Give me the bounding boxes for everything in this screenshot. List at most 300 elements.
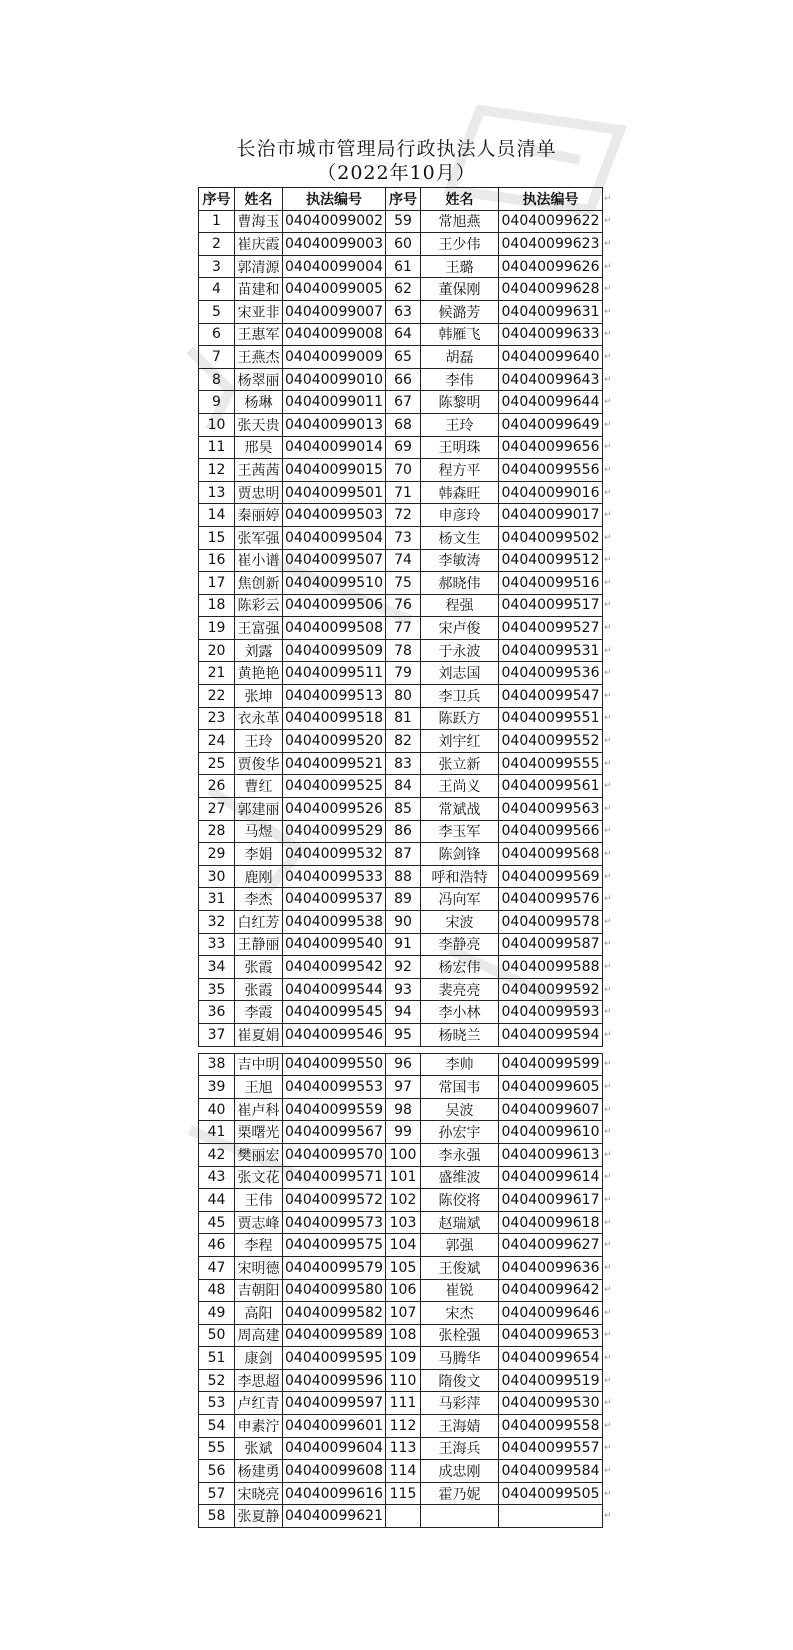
cell-id-left: 04040099521 (283, 752, 386, 775)
table-row (199, 1460, 603, 1483)
cell-id-left: 04040099005 (283, 278, 386, 301)
cell-name-right: 隋俊文 (421, 1369, 499, 1392)
cell-seq-left: 1 (199, 210, 235, 233)
table-row (199, 1023, 603, 1046)
cell-seq-right: 93 (386, 978, 421, 1001)
cell-id-right: 04040099547 (499, 685, 603, 708)
cell-name-right: 宋卢俊 (421, 617, 499, 640)
cell-id-right: 04040099530 (499, 1392, 603, 1415)
paragraph-mark: ↵ (604, 442, 612, 453)
cell-seq-left: 45 (199, 1211, 235, 1234)
cell-seq-right: 70 (386, 459, 421, 482)
cell-name-left: 宋明德 (235, 1256, 283, 1279)
paragraph-mark: ↵ (604, 1149, 612, 1160)
cell-id-right: 04040099578 (499, 911, 603, 934)
paragraph-mark: ↵ (604, 351, 612, 362)
cell-seq-right: 89 (386, 888, 421, 911)
cell-id-left: 04040099542 (283, 956, 386, 979)
paragraph-mark: ↵ (604, 510, 612, 521)
table-row (199, 1256, 603, 1279)
paragraph-mark: ↵ (604, 1172, 612, 1183)
paragraph-mark: ↵ (604, 1285, 612, 1296)
cell-name-left: 李霞 (235, 1001, 283, 1024)
cell-seq-left: 26 (199, 775, 235, 798)
cell-seq-right: 107 (386, 1302, 421, 1325)
header-seq-right: 序号 (386, 188, 421, 211)
cell-seq-left: 17 (199, 572, 235, 595)
cell-seq-right: 65 (386, 346, 421, 369)
cell-id-left: 04040099573 (283, 1211, 386, 1234)
cell-name-left: 鹿刚 (235, 865, 283, 888)
cell-seq-right: 63 (386, 300, 421, 323)
cell-name-right: 马腾华 (421, 1347, 499, 1370)
cell-id-left: 04040099526 (283, 798, 386, 821)
paragraph-mark: ↵ (604, 984, 612, 995)
cell-name-left: 张天贵 (235, 413, 283, 436)
cell-seq-left: 6 (199, 323, 235, 346)
table-gap (199, 1046, 603, 1053)
cell-id-left: 04040099570 (283, 1143, 386, 1166)
cell-id-left: 04040099513 (283, 685, 386, 708)
cell-seq-right: 115 (386, 1482, 421, 1505)
cell-name-left: 贾志峰 (235, 1211, 283, 1234)
cell-id-left: 04040099596 (283, 1369, 386, 1392)
table-row (199, 1369, 603, 1392)
cell-seq-left: 55 (199, 1437, 235, 1460)
cell-id-right: 04040099653 (499, 1324, 603, 1347)
cell-name-right: 程方平 (421, 459, 499, 482)
cell-id-left: 04040099580 (283, 1279, 386, 1302)
cell-name-right: 吴波 (421, 1098, 499, 1121)
paragraph-mark: ↵ (604, 374, 612, 385)
cell-id-left: 04040099532 (283, 843, 386, 866)
paragraph-mark: ↵ (604, 1511, 612, 1522)
cell-id-left: 04040099003 (283, 233, 386, 256)
cell-name-right: 常旭燕 (421, 210, 499, 233)
cell-name-left: 张文花 (235, 1166, 283, 1189)
cell-id-right: 04040099566 (499, 820, 603, 843)
cell-seq-right: 94 (386, 1001, 421, 1024)
cell-seq-left: 39 (199, 1076, 235, 1099)
cell-name-right: 冯向军 (421, 888, 499, 911)
cell-id-right: 04040099617 (499, 1189, 603, 1212)
cell-seq-right: 100 (386, 1143, 421, 1166)
cell-seq-left: 2 (199, 233, 235, 256)
paragraph-mark: ↵ (604, 555, 612, 566)
cell-seq-left: 16 (199, 549, 235, 572)
cell-id-right: 04040099536 (499, 662, 603, 685)
cell-seq-left: 46 (199, 1234, 235, 1257)
cell-id-right: 04040099563 (499, 798, 603, 821)
cell-seq-left: 27 (199, 798, 235, 821)
cell-id-right: 04040099552 (499, 730, 603, 753)
paragraph-mark: ↵ (604, 1307, 612, 1318)
cell-seq-right: 101 (386, 1166, 421, 1189)
cell-seq-right: 62 (386, 278, 421, 301)
cell-id-right: 04040099016 (499, 481, 603, 504)
cell-id-right: 04040099644 (499, 391, 603, 414)
paragraph-mark: ↵ (604, 600, 612, 611)
cell-seq-left: 41 (199, 1121, 235, 1144)
table-row (199, 639, 603, 662)
cell-name-left: 崔卢科 (235, 1098, 283, 1121)
cell-id-left: 04040099545 (283, 1001, 386, 1024)
header-name-left: 姓名 (235, 188, 283, 211)
cell-id-right: 04040099557 (499, 1437, 603, 1460)
paragraph-mark: ↵ (604, 419, 612, 430)
cell-id-right: 04040099519 (499, 1369, 603, 1392)
cell-seq-right: 92 (386, 956, 421, 979)
cell-name-right: 赵瑞斌 (421, 1211, 499, 1234)
table-row (199, 504, 603, 527)
cell-id-left: 04040099008 (283, 323, 386, 346)
cell-seq-left: 42 (199, 1143, 235, 1166)
cell-name-left: 杨建勇 (235, 1460, 283, 1483)
paragraph-mark: ↵ (604, 306, 612, 317)
table-row (199, 323, 603, 346)
table-row (199, 255, 603, 278)
cell-seq-left: 51 (199, 1347, 235, 1370)
cell-name-right: 刘宇红 (421, 730, 499, 753)
cell-seq-right: 98 (386, 1098, 421, 1121)
cell-name-left: 杨琳 (235, 391, 283, 414)
cell-name-right: 于永波 (421, 639, 499, 662)
cell-name-right: 盛维波 (421, 1166, 499, 1189)
cell-seq-left: 7 (199, 346, 235, 369)
paragraph-mark: ↵ (604, 939, 612, 950)
cell-name-right (421, 1505, 499, 1528)
paragraph-mark: ↵ (604, 532, 612, 543)
cell-name-right: 霍乃妮 (421, 1482, 499, 1505)
cell-seq-right: 66 (386, 368, 421, 391)
cell-name-left: 郭清源 (235, 255, 283, 278)
cell-name-left: 秦丽婷 (235, 504, 283, 527)
table-row (199, 1234, 603, 1257)
cell-id-right: 04040099599 (499, 1053, 603, 1076)
cell-name-left: 王茜茜 (235, 459, 283, 482)
cell-seq-left: 14 (199, 504, 235, 527)
cell-name-right: 张栓强 (421, 1324, 499, 1347)
cell-id-right: 04040099587 (499, 933, 603, 956)
cell-seq-right: 87 (386, 843, 421, 866)
document-title: 长治市城市管理局行政执法人员清单 (236, 138, 557, 160)
cell-seq-left: 11 (199, 436, 235, 459)
cell-seq-right: 84 (386, 775, 421, 798)
cell-name-left: 王燕杰 (235, 346, 283, 369)
page-break-gap (199, 1046, 603, 1053)
cell-id-left: 04040099520 (283, 730, 386, 753)
cell-seq-left: 28 (199, 820, 235, 843)
cell-name-left: 刘露 (235, 639, 283, 662)
cell-name-right: 杨晓兰 (421, 1023, 499, 1046)
cell-name-right: 王俊斌 (421, 1256, 499, 1279)
cell-name-right: 李帅 (421, 1053, 499, 1076)
cell-name-right: 陈佼将 (421, 1189, 499, 1212)
cell-seq-left: 18 (199, 594, 235, 617)
table-row (199, 1324, 603, 1347)
cell-seq-right: 105 (386, 1256, 421, 1279)
cell-seq-left: 53 (199, 1392, 235, 1415)
paragraph-mark: ↵ (604, 238, 612, 249)
cell-id-left: 04040099546 (283, 1023, 386, 1046)
cell-seq-left: 29 (199, 843, 235, 866)
cell-name-left: 吉朝阳 (235, 1279, 283, 1302)
paragraph-mark: ↵ (604, 1466, 612, 1477)
cell-name-left: 吉中明 (235, 1053, 283, 1076)
paragraph-mark: ↵ (604, 1194, 612, 1205)
cell-name-left: 申素泞 (235, 1415, 283, 1438)
cell-name-left: 杨翠丽 (235, 368, 283, 391)
cell-seq-left: 25 (199, 752, 235, 775)
cell-seq-left: 15 (199, 526, 235, 549)
cell-seq-right: 83 (386, 752, 421, 775)
cell-id-right: 04040099618 (499, 1211, 603, 1234)
cell-seq-left: 48 (199, 1279, 235, 1302)
cell-name-left: 曹海玉 (235, 210, 283, 233)
cell-seq-right: 64 (386, 323, 421, 346)
cell-seq-right: 74 (386, 549, 421, 572)
paragraph-mark: ↵ (604, 1029, 612, 1040)
table-row (199, 368, 603, 391)
cell-id-right: 04040099594 (499, 1023, 603, 1046)
paragraph-mark: ↵ (604, 826, 612, 837)
cell-id-right: 04040099656 (499, 436, 603, 459)
cell-seq-left: 47 (199, 1256, 235, 1279)
table-row (199, 707, 603, 730)
cell-id-left: 04040099575 (283, 1234, 386, 1257)
cell-seq-right: 75 (386, 572, 421, 595)
cell-name-left: 焦创新 (235, 572, 283, 595)
cell-name-left: 李思超 (235, 1369, 283, 1392)
cell-id-left: 04040099567 (283, 1121, 386, 1144)
cell-seq-right: 112 (386, 1415, 421, 1438)
paragraph-mark: ↵ (604, 645, 612, 656)
personnel-table (198, 187, 603, 1528)
cell-name-left: 崔夏娟 (235, 1023, 283, 1046)
cell-id-right: 04040099607 (499, 1098, 603, 1121)
cell-id-right: 04040099531 (499, 639, 603, 662)
table-row (199, 1505, 603, 1528)
cell-id-left: 04040099608 (283, 1460, 386, 1483)
cell-id-left: 04040099595 (283, 1347, 386, 1370)
cell-seq-right: 69 (386, 436, 421, 459)
cell-id-right: 04040099576 (499, 888, 603, 911)
table-row (199, 1053, 603, 1076)
cell-id-left: 04040099014 (283, 436, 386, 459)
cell-id-left: 04040099544 (283, 978, 386, 1001)
table-row (199, 1437, 603, 1460)
table-row (199, 730, 603, 753)
paragraph-mark: ↵ (604, 284, 612, 295)
cell-id-right: 04040099636 (499, 1256, 603, 1279)
cell-id-left: 04040099009 (283, 346, 386, 369)
cell-name-left: 曹红 (235, 775, 283, 798)
cell-seq-left: 23 (199, 707, 235, 730)
cell-id-right: 04040099558 (499, 1415, 603, 1438)
cell-seq-left: 10 (199, 413, 235, 436)
cell-id-left: 04040099529 (283, 820, 386, 843)
cell-id-left: 04040099533 (283, 865, 386, 888)
cell-name-right: 韩雁飞 (421, 323, 499, 346)
cell-seq-right: 91 (386, 933, 421, 956)
cell-id-left: 04040099538 (283, 911, 386, 934)
table-row (199, 775, 603, 798)
cell-id-right: 04040099623 (499, 233, 603, 256)
cell-id-left: 04040099503 (283, 504, 386, 527)
cell-name-left: 高阳 (235, 1302, 283, 1325)
cell-id-left: 04040099510 (283, 572, 386, 595)
cell-name-right: 宋杰 (421, 1302, 499, 1325)
cell-id-left: 04040099579 (283, 1256, 386, 1279)
cell-name-right: 郝晓伟 (421, 572, 499, 595)
cell-seq-left: 9 (199, 391, 235, 414)
cell-seq-right: 68 (386, 413, 421, 436)
cell-name-left: 张军强 (235, 526, 283, 549)
cell-id-left: 04040099540 (283, 933, 386, 956)
cell-id-right: 04040099631 (499, 300, 603, 323)
cell-seq-right: 76 (386, 594, 421, 617)
cell-id-left: 04040099553 (283, 1076, 386, 1099)
cell-seq-right: 71 (386, 481, 421, 504)
table-row (199, 1415, 603, 1438)
cell-name-right: 宋波 (421, 911, 499, 934)
cell-seq-left: 40 (199, 1098, 235, 1121)
cell-name-left: 王旭 (235, 1076, 283, 1099)
cell-name-right: 申彦玲 (421, 504, 499, 527)
cell-id-left: 04040099002 (283, 210, 386, 233)
cell-id-left: 04040099511 (283, 662, 386, 685)
cell-id-left: 04040099582 (283, 1302, 386, 1325)
table-row (199, 1143, 603, 1166)
cell-name-left: 王惠军 (235, 323, 283, 346)
table-row (199, 911, 603, 934)
paragraph-mark: ↵ (604, 1081, 612, 1092)
cell-seq-right (386, 1505, 421, 1528)
table-row (199, 1347, 603, 1370)
cell-name-left: 苗建和 (235, 278, 283, 301)
cell-id-left: 04040099508 (283, 617, 386, 640)
table-row (199, 865, 603, 888)
cell-seq-right: 106 (386, 1279, 421, 1302)
paragraph-mark: ↵ (604, 871, 612, 882)
cell-id-left: 04040099509 (283, 639, 386, 662)
table-row (199, 752, 603, 775)
paragraph-mark: ↵ (604, 464, 612, 475)
cell-name-right: 王璐 (421, 255, 499, 278)
table-row (199, 820, 603, 843)
cell-name-right: 王少伟 (421, 233, 499, 256)
table-row (199, 278, 603, 301)
cell-id-right: 04040099605 (499, 1076, 603, 1099)
cell-seq-right: 113 (386, 1437, 421, 1460)
cell-seq-left: 44 (199, 1189, 235, 1212)
cell-id-right: 04040099640 (499, 346, 603, 369)
cell-id-right: 04040099592 (499, 978, 603, 1001)
paragraph-mark: ↵ (604, 487, 612, 498)
cell-name-left: 白红芳 (235, 911, 283, 934)
cell-seq-right: 67 (386, 391, 421, 414)
paragraph-mark: ↵ (604, 1398, 612, 1409)
cell-seq-left: 34 (199, 956, 235, 979)
cell-seq-right: 108 (386, 1324, 421, 1347)
paragraph-mark: ↵ (604, 713, 612, 724)
paragraph-mark: ↵ (604, 1059, 612, 1070)
table-row (199, 1279, 603, 1302)
cell-id-right: 04040099593 (499, 1001, 603, 1024)
cell-seq-right: 90 (386, 911, 421, 934)
cell-seq-right: 99 (386, 1121, 421, 1144)
cell-name-left: 张霞 (235, 978, 283, 1001)
paragraph-mark: ↵ (604, 781, 612, 792)
cell-id-left: 04040099571 (283, 1166, 386, 1189)
table-row (199, 1392, 603, 1415)
table-row (199, 1302, 603, 1325)
cell-name-right: 陈剑锋 (421, 843, 499, 866)
cell-id-right: 04040099633 (499, 323, 603, 346)
table-row (199, 1001, 603, 1024)
header-name-right: 姓名 (421, 188, 499, 211)
cell-id-right: 04040099627 (499, 1234, 603, 1257)
cell-name-right: 成忠刚 (421, 1460, 499, 1483)
cell-id-right (499, 1505, 603, 1528)
cell-id-left: 04040099013 (283, 413, 386, 436)
cell-id-left: 04040099525 (283, 775, 386, 798)
paragraph-mark: ↵ (604, 577, 612, 588)
cell-id-right: 04040099646 (499, 1302, 603, 1325)
cell-id-right: 04040099610 (499, 1121, 603, 1144)
cell-name-left: 樊丽宏 (235, 1143, 283, 1166)
cell-name-right: 马彩萍 (421, 1392, 499, 1415)
paragraph-mark: ↵ (604, 1104, 612, 1115)
cell-id-right: 04040099527 (499, 617, 603, 640)
cell-seq-left: 35 (199, 978, 235, 1001)
table-row (199, 526, 603, 549)
cell-seq-left: 4 (199, 278, 235, 301)
cell-id-right: 04040099017 (499, 504, 603, 527)
paragraph-mark: ↵ (604, 623, 612, 634)
cell-name-left: 邢昊 (235, 436, 283, 459)
table-row (199, 1166, 603, 1189)
table-row (199, 210, 603, 233)
cell-id-right: 04040099512 (499, 549, 603, 572)
cell-seq-left: 8 (199, 368, 235, 391)
document-subtitle: （2022年10月） (317, 162, 476, 184)
cell-name-left: 黄艳艳 (235, 662, 283, 685)
cell-seq-right: 97 (386, 1076, 421, 1099)
cell-seq-right: 60 (386, 233, 421, 256)
cell-name-left: 崔小谱 (235, 549, 283, 572)
paragraph-mark: ↵ (604, 758, 612, 769)
cell-name-left: 张斌 (235, 1437, 283, 1460)
table-row (199, 436, 603, 459)
cell-seq-left: 43 (199, 1166, 235, 1189)
cell-seq-left: 21 (199, 662, 235, 685)
header-id-left: 执法编号 (283, 188, 386, 211)
paragraph-mark: ↵ (604, 1488, 612, 1499)
table-row (199, 1482, 603, 1505)
cell-name-left: 李娟 (235, 843, 283, 866)
cell-id-right: 04040099584 (499, 1460, 603, 1483)
table-row (199, 346, 603, 369)
cell-id-right: 04040099551 (499, 707, 603, 730)
paragraph-mark: ↵ (604, 894, 612, 905)
cell-seq-right: 78 (386, 639, 421, 662)
table-row (199, 978, 603, 1001)
table-row (199, 685, 603, 708)
table-row (199, 233, 603, 256)
cell-id-right: 04040099516 (499, 572, 603, 595)
cell-seq-left: 36 (199, 1001, 235, 1024)
